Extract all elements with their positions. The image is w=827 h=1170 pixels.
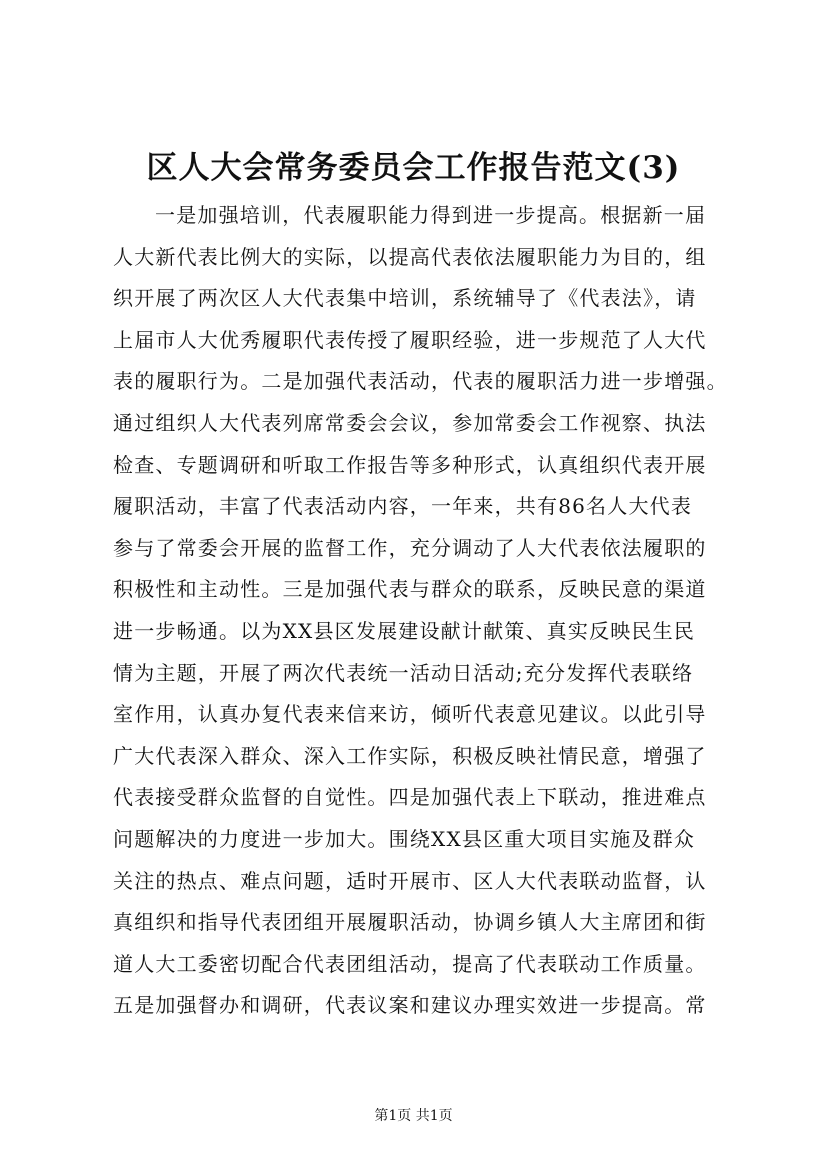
paragraph-line: 代表接受群众监督的自觉性。四是加强代表上下联动，推进难点	[113, 785, 707, 810]
paragraph-line: 一是加强培训，代表履职能力得到进一步提高。根据新一届	[155, 203, 707, 227]
paragraph-line: 问题解决的力度进一步加大。围绕XX县区重大项目实施及群众	[113, 826, 696, 851]
paragraph-line: 参与了常委会开展的监督工作，充分调动了人大代表依法履职的	[113, 535, 707, 560]
paragraph-line: 织开展了两次区人大代表集中培训，系统辅导了《代表法》，请	[113, 286, 697, 311]
paragraph-line: 检查、专题调研和听取工作报告等多种形式，认真组织代表开展	[113, 452, 707, 477]
paragraph-line: 通过组织人大代表列席常委会会议，参加常委会工作视察、执法	[113, 410, 707, 435]
paragraph-line: 积极性和主动性。三是加强代表与群众的联系，反映民意的渠道	[113, 577, 707, 602]
paragraph-line: 关注的热点、难点问题，适时开展市、区人大代表联动监督，认	[113, 868, 707, 893]
document-title: 区人大会常务委员会工作报告范文(3)	[146, 150, 681, 186]
paragraph-line: 真组织和指导代表团组开展履职活动，协调乡镇人大主席团和街	[113, 910, 707, 935]
paragraph-line: 五是加强督办和调研，代表议案和建议办理实效进一步提高。常	[113, 993, 707, 1018]
paragraph-line: 道人大工委密切配合代表团组活动，提高了代表联动工作质量。	[113, 951, 707, 976]
paragraph-line: 进一步畅通。以为XX县区发展建设献计献策、真实反映民生民	[113, 618, 696, 643]
document-body	[113, 195, 733, 1027]
paragraph-line: 情为主题，开展了两次代表统一活动日活动;充分发挥代表联络	[113, 660, 694, 685]
paragraph-line: 室作用，认真办复代表来信来访，倾听代表意见建议。以此引导	[113, 702, 707, 727]
page-footer: 第1页 共1页	[374, 1108, 453, 1124]
paragraph-line: 人大新代表比例大的实际，以提高代表依法履职能力为目的，组	[113, 244, 707, 269]
paragraph-line: 履职活动，丰富了代表活动内容，一年来，共有86名人大代表	[113, 494, 693, 519]
paragraph-line: 上届市人大优秀履职代表传授了履职经验，进一步规范了人大代	[113, 327, 707, 352]
paragraph-line: 广大代表深入群众、深入工作实际，积极反映社情民意，增强了	[113, 743, 707, 768]
paragraph-line: 表的履职行为。二是加强代表活动，代表的履职活力进一步增强。	[113, 369, 728, 394]
